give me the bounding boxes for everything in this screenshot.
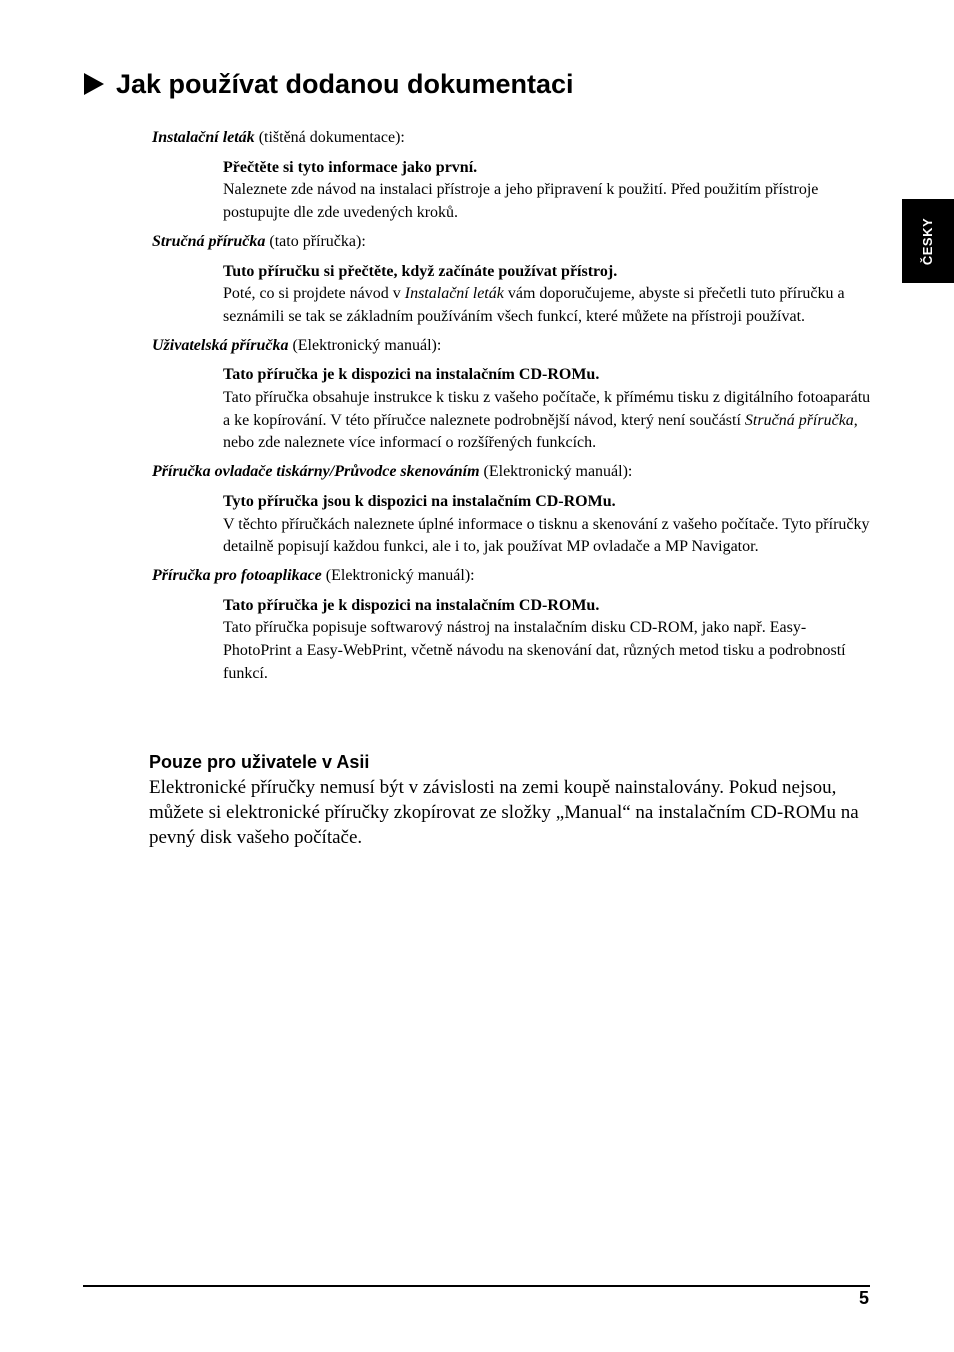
doc-lead: Tuto příručku si přečtěte, když začínáte používat přístroj. (223, 262, 618, 280)
doc-item-description (223, 595, 872, 686)
doc-item-user-guide (152, 332, 872, 456)
doc-body-part: , nebo zde naleznete více informací o rozšířených funkcích. (223, 411, 858, 452)
doc-lead: Tyto příručka jsou k dispozici na instalačním CD-ROMu. (223, 492, 616, 510)
doc-body-part: vám doporučujeme, abyste si přečetli tuto příručku a seznámili se tak se základním používáním všech funkcí, které můžete na přístroji používat. (223, 285, 845, 325)
doc-body (223, 387, 872, 455)
doc-item-heading (152, 332, 872, 358)
doc-item-heading (152, 124, 872, 150)
doc-body-reference: Stručná příručka (744, 411, 854, 429)
doc-name: Příručka pro fotoaplikace (152, 566, 322, 584)
page-number: 5 (858, 1288, 869, 1308)
doc-item-heading (152, 228, 872, 254)
language-tab-label: ČESKY (920, 217, 936, 265)
triangle-bullet-icon (84, 73, 104, 95)
doc-type: (tištěná dokumentace): (258, 129, 405, 146)
doc-body-part: Tato příručka obsahuje instrukce k tisku z vašeho počítače, k přímému tisku z digitálního fotoaparátu a ke kopírování. V této příručce naleznete podrobnější návod, který není součástí (223, 389, 871, 429)
doc-body: Tato příručka popisuje softwarový nástroj na instalačním disku CD-ROM, jako např. Easy-PhotoPrint a Easy-WebPrint, včetně návodu na skenování dat, různých metod tisku a podrobností funkcí. (223, 619, 846, 682)
doc-body (223, 283, 872, 328)
page-title (84, 66, 574, 102)
doc-lead: Přečtěte si tyto informace jako první. (223, 158, 478, 176)
doc-item-description (223, 491, 872, 559)
doc-item-heading (152, 458, 872, 484)
doc-body-reference: Instalační leták (404, 285, 504, 303)
doc-item-description (223, 364, 872, 455)
doc-item-photo-application-guide (152, 562, 872, 686)
doc-item-printer-scanning-guide (152, 458, 872, 559)
documentation-list (152, 124, 872, 685)
asia-note-text: Elektronické příručky nemusí být v závislosti na zemi koupě nainstalovány. Pokud nejsou, můžete si elektronické příručky zkopírovat ze složky „Manual“ na instalačním CD-ROMu na pevný disk vašeho počítače. (149, 777, 859, 848)
doc-body: V těchto příručkách naleznete úplné informace o tisknu a skenování z vašeho počítače. Tyto příručky detailně popisují každou funkci, ale i to, jak používat MP ovladače a MP Navigator. (223, 515, 870, 556)
page-title-text: Jak používat dodanou dokumentaci (116, 69, 574, 99)
doc-name: Příručka ovladače tiskárny/Průvodce skenováním (152, 463, 480, 481)
doc-name: Instalační leták (152, 129, 255, 146)
doc-item-description (223, 157, 872, 225)
footer-divider (83, 1285, 870, 1287)
doc-lead: Tato příručka je k dispozici na instalačním CD-ROMu. (223, 596, 600, 614)
doc-type: (Elektronický manuál): (325, 566, 475, 584)
doc-body: Naleznete zde návod na instalaci přístroje a jeho připravení k použití. Před použitím přístroje postupujte dle zde uvedených kroků. (223, 181, 819, 222)
doc-lead: Tato příručka je k dispozici na instalačním CD-ROMu. (223, 366, 600, 384)
doc-type: (Elektronický manuál): (483, 463, 633, 481)
doc-name: Uživatelská příručka (152, 336, 289, 354)
doc-item-setup-sheet (152, 124, 872, 225)
language-tab (902, 199, 954, 283)
asia-users-note (149, 749, 869, 850)
doc-type: (tato příručka): (269, 232, 366, 250)
doc-type: (Elektronický manuál): (292, 336, 442, 354)
asia-note-heading: Pouze pro uživatele v Asii (149, 752, 370, 772)
doc-item-description (223, 261, 872, 329)
doc-name: Stručná příručka (152, 232, 266, 250)
doc-body-part: Poté, co si projdete návod v (223, 285, 405, 303)
doc-item-heading (152, 562, 872, 588)
doc-item-quick-guide (152, 228, 872, 329)
